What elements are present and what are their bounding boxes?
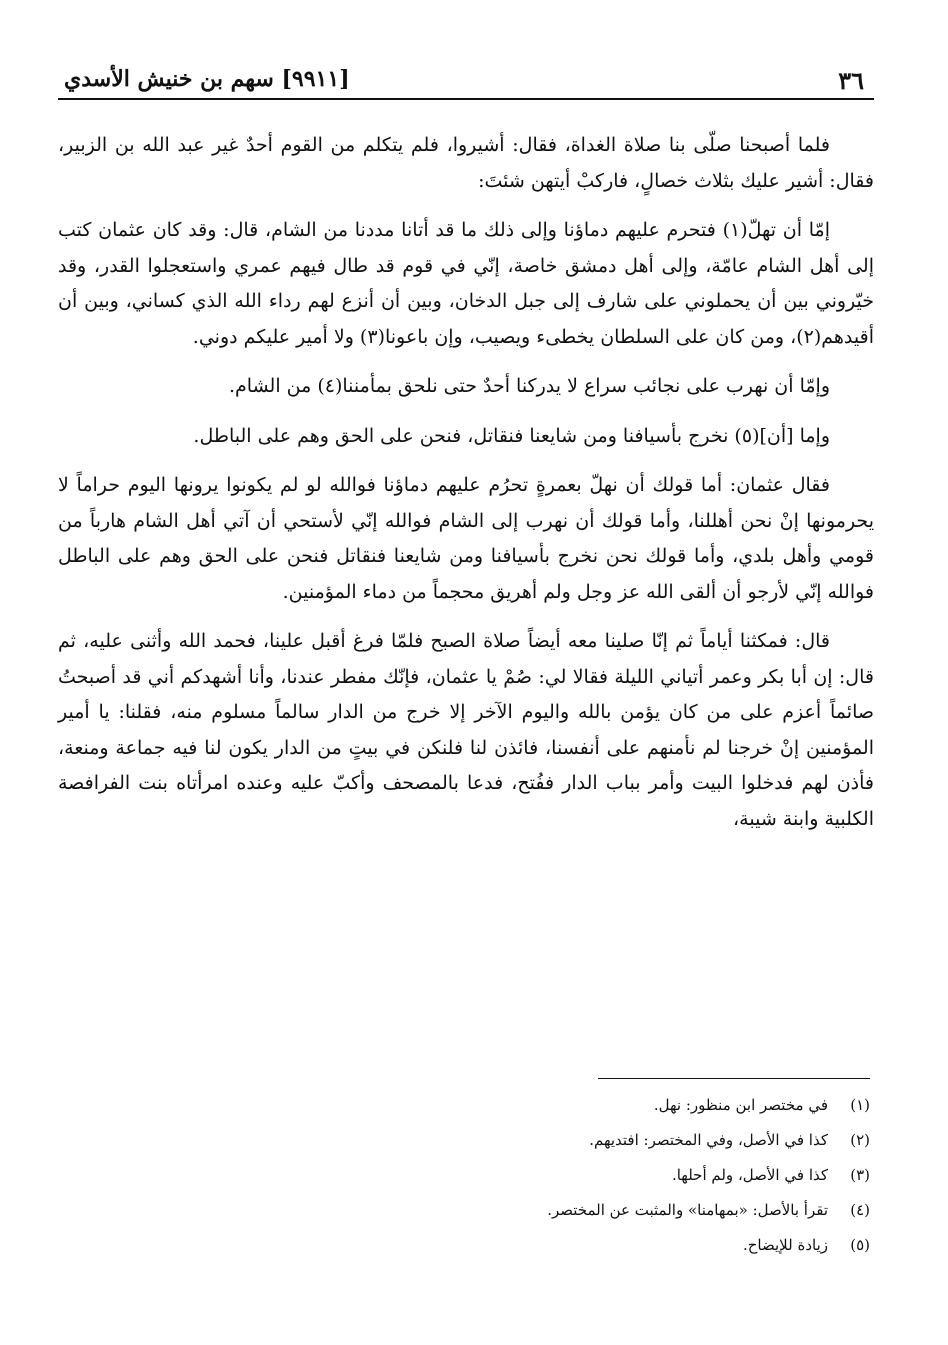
footnote [300, 1123, 870, 1158]
footnote [300, 1158, 870, 1193]
paragraph: قال: فمكثنا أياماً ثم إنّا صلينا معه أيضاً صلاة الصبح فلمّا فرغ أقبل علينا، فحمد الله وأثنى عليه، ثم قال: إن أبا بكر وعمر أتياني الليلة فقالا لي: صُمْ يا عثمان، فإنّك مفطر عندنا، وأنا أشهدكم أني قد أصبحتُ صائماً أعزم على من كان يؤمن بالله واليوم الآخر إلا خرج من الدار سالماً مسلوم منه، فقلنا: يا أمير المؤمنين إنْ خرجنا لم نأمنهم على أنفسنا، فائذن لنا فلنكن في بيتٍ من الدار يكون لنا فيه جماعة ومنعة، فأذن لهم فدخلوا البيت وأمر بباب الدار ففُتح، فدعا بالمصحف وأكبّ عليه وعنده امرأتاه بنت الفرافصة الكلبية وابنة شيبة، [58, 630, 874, 830]
footnote-text: كذا في الأصل، وفي المختصر: افتديهم. [589, 1131, 828, 1149]
footnote-number: (١) [850, 1096, 870, 1114]
paragraph: وإمّا أن نهرب على نجائب سراع لا يدركنا أحدٌ حتى نلحق بمأمننا(٤) من الشام. [229, 375, 830, 397]
footnote-number: (٥) [850, 1236, 870, 1254]
footnote [300, 1193, 870, 1228]
footnote-text: زيادة للإيضاح. [742, 1236, 828, 1254]
footnote-divider [598, 1078, 870, 1079]
paragraph: فلما أصبحنا صلّى بنا صلاة الغداة، فقال: أشيروا، فلم يتكلم من القوم أحدٌ غير عبد الله بن الزبير، فقال: أشير عليك بثلاث خصالٍ، فاركبْ أيتهن شئتَ: [58, 134, 874, 192]
page-number: ٣٦ [838, 66, 864, 95]
footnotes [300, 1088, 870, 1263]
running-title: [٩٩١١] سهم بن خنيش الأسدي [64, 66, 350, 92]
footnote-text: تقرأ بالأصل: «بمهامنا» والمثبت عن المختصر. [547, 1201, 828, 1219]
paragraph: وإما [أن](٥) نخرج بأسيافنا ومن شايعنا فنقاتل، فنحن على الحق وهم على الباطل. [193, 424, 830, 447]
main-text [58, 128, 874, 851]
footnote-number: (٣) [850, 1166, 870, 1184]
footnote-text: كذا في الأصل، ولم أحلها. [671, 1166, 828, 1184]
paragraph: إمّا أن تهلّ(١) فتحرم عليهم دماؤنا وإلى ذلك ما قد أتانا مددنا من الشام، قال: وقد كان عثمان كتب إلى أهل الشام عامّة، وإلى أهل دمشق خاصة، إنّي في قوم قد طال فيهم عمري واستعجلوا القدر، وقد خيّروني بين أن يحملوني على شارف إلى جبل الدخان، وبين أن أنزع لهم رداء الله الذي كساني، وبين أن أقيدهم(٢)، ومن كان على السلطان يخطىء ويصيب، وإن باعونا(٣) ولا أمير عليكم دوني. [58, 219, 874, 348]
footnote-number: (٢) [850, 1131, 870, 1149]
footnote [300, 1088, 870, 1123]
footnote-number: (٤) [850, 1201, 870, 1219]
paragraph: فقال عثمان: أما قولك أن نهلّ بعمرةٍ تحرُم عليهم دماؤنا فوالله لو لم يكونوا يرونها اليوم حراماً لا يحرمونها إنْ نحن أهللنا، وأما قولك أن نهرب إلى الشام فوالله إنّي لأستحي أن آتي أهل الشام هارباً من قومي وأهل بلدي، وأما قولك نحن نخرج بأسيافنا ومن شايعنا فنقاتل فنحن على الحق وهم على الباطل فوالله إنّي لأرجو أن ألقى الله عز وجل ولم أهريق محجماً من دماء المؤمنين. [58, 474, 874, 603]
footnote [300, 1228, 870, 1263]
page-header [58, 58, 874, 100]
footnote-text: في مختصر ابن منظور: نهل. [653, 1096, 828, 1114]
